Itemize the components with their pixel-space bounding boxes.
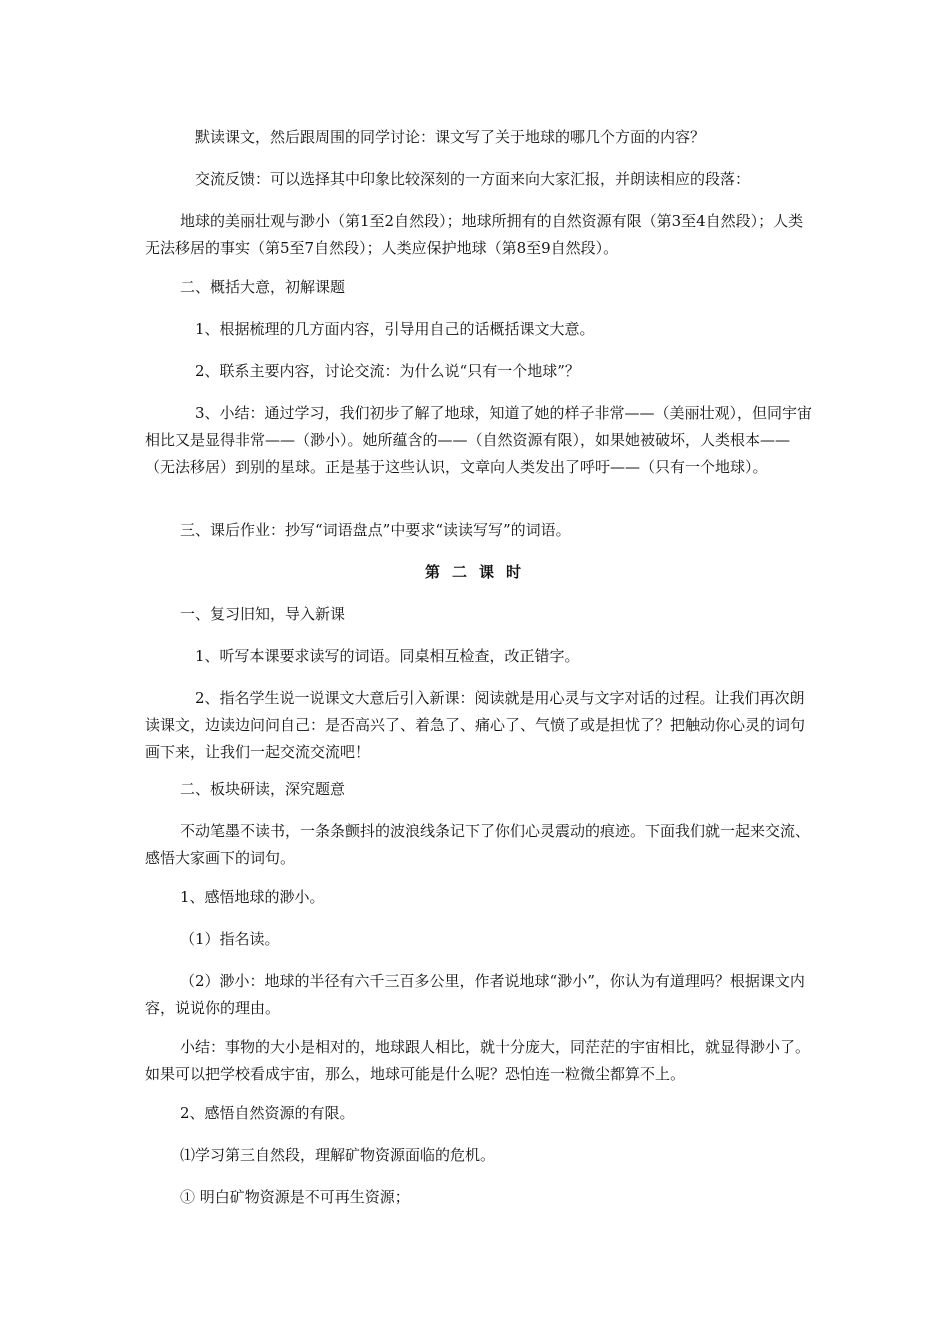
paragraph-21: ① 明白矿物资源是不可再生资源； (180, 1188, 410, 1206)
lesson-title: 第二课时 (424, 563, 533, 581)
paragraph-16: （1）指名读。 (180, 930, 280, 948)
section-heading-5: 二、板块研读，深究题意 (180, 780, 346, 798)
paragraph-14: 不动笔墨不读书，一条条颤抖的波浪线条记下了你们心灵震动的痕迹。下面我们就一起来交流、感悟大家画下的词句。 (145, 822, 811, 867)
paragraph-15: 1、感悟地球的渺小。 (180, 888, 325, 906)
paragraph-1: 默读课文，然后跟周围的同学讨论：课文写了关于地球的哪几个方面的内容？ (195, 128, 706, 146)
paragraph-7: 3、小结：通过学习，我们初步了解了地球，知道了她的样子非常——（美丽壮观），但同宇宙相比又是显得非常——（渺小）。她所蕴含的——（自然资源有限），如果她被破坏，人类根本——（无法移居）到别的星球。正是基于这些认识，文章向人类发出了呼吁——（只有一个地球）。 (145, 404, 813, 476)
section-heading-3: 三、课后作业：抄写“词语盘点”中要求“读读写写”的词语。 (180, 521, 571, 539)
paragraph-2: 交流反馈：可以选择其中印象比较深刻的一方面来向大家汇报，并朗读相应的段落： (195, 170, 751, 188)
paragraph-19: 2、感悟自然资源的有限。 (180, 1104, 355, 1122)
paragraph-11: 1、听写本课要求读写的词语。同桌相互检查，改正错字。 (195, 647, 580, 665)
paragraph-3: 地球的美丽壮观与渺小（第1至2自然段）；地球所拥有的自然资源有限（第3至4自然段）；人类无法移居的事实（第5至7自然段）；人类应保护地球（第8至9自然段）。 (145, 212, 804, 257)
paragraph-6: 2、联系主要内容，讨论交流：为什么说“只有一个地球”？ (195, 362, 580, 380)
paragraph-12: 2、指名学生说一说课文大意后引入新课：阅读就是用心灵与文字对话的过程。让我们再次朗读课文，边读边问问自己：是否高兴了、着急了、痛心了、气愤了或是担忧了？把触动你心灵的词句画下来，让我们一起交流交流吧！ (145, 689, 806, 761)
paragraph-18: 小结：事物的大小是相对的，地球跟人相比，就十分庞大，同茫茫的宇宙相比，就显得渺小了。如果可以把学校看成宇宙，那么，地球可能是什么呢？恐怕连一粒微尘都算不上。 (145, 1038, 811, 1083)
section-heading-2: 二、概括大意，初解课题 (180, 278, 346, 296)
paragraph-5: 1、根据梳理的几方面内容，引导用自己的话概括课文大意。 (195, 320, 595, 338)
section-heading-4: 一、复习旧知，导入新课 (180, 605, 346, 623)
paragraph-20: ⑴学习第三自然段，理解矿物资源面临的危机。 (180, 1146, 496, 1164)
paragraph-17: （2）渺小：地球的半径有六千三百多公里，作者说地球“渺小”，你认为有道理吗？根据课文内容，说说你的理由。 (145, 972, 805, 1017)
